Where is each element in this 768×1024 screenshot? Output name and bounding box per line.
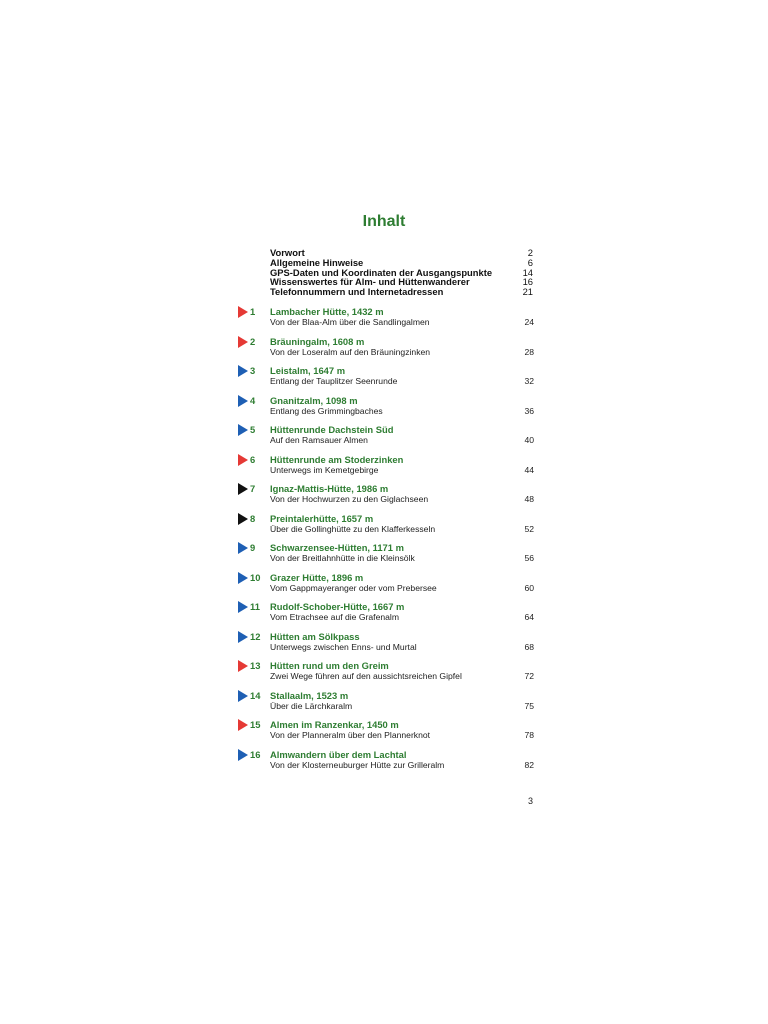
route-subtitle: Vom Etrachsee auf die Grafenalm xyxy=(270,612,399,622)
route-number: 10 xyxy=(250,571,261,583)
difficulty-flag-icon xyxy=(238,719,248,731)
route-number: 7 xyxy=(250,483,256,494)
route-number: 8 xyxy=(250,512,256,524)
route-list xyxy=(238,306,534,778)
route-page: 48 xyxy=(524,494,534,504)
route-page: 72 xyxy=(524,671,534,681)
toc-entry-label: GPS-Daten und Koordinaten der Ausgangspunkte xyxy=(270,266,493,278)
route-entry[interactable] xyxy=(238,631,534,661)
route-entry[interactable] xyxy=(238,572,534,602)
route-subtitle: Zwei Wege führen auf den aussichtsreichen Gipfel xyxy=(270,671,462,681)
route-title: Hüttenrunde Dachstein Süd xyxy=(270,424,394,435)
route-page: 56 xyxy=(524,553,534,563)
toc-entry-page: 16 xyxy=(522,276,533,288)
route-page: 36 xyxy=(524,405,534,416)
route-title: Grazer Hütte, 1896 m xyxy=(270,571,364,583)
route-page: 68 xyxy=(524,641,534,652)
route-number: 4 xyxy=(250,394,256,406)
route-title: Almwandern über dem Lachtal xyxy=(270,748,407,760)
route-number: 14 xyxy=(250,689,261,701)
toc-entry-page: 6 xyxy=(527,256,533,268)
difficulty-flag-icon xyxy=(238,424,248,436)
route-entry[interactable] xyxy=(238,690,534,720)
toc-entry-page: 14 xyxy=(522,266,533,278)
route-subtitle: Von der Planneralm über den Plannerknot xyxy=(270,730,431,740)
route-entry[interactable] xyxy=(238,336,534,366)
route-entry[interactable] xyxy=(238,542,534,572)
route-number: 5 xyxy=(250,424,256,435)
page-title: Inhalt xyxy=(362,213,406,230)
difficulty-flag-icon xyxy=(238,336,248,348)
route-number: 1 xyxy=(250,306,256,317)
route-subtitle: Über die Lärchkaralm xyxy=(270,700,353,711)
route-page: 60 xyxy=(524,582,534,593)
route-subtitle: Von der Klosterneuburger Hütte zur Grilleralm xyxy=(270,759,445,770)
route-page: 82 xyxy=(524,759,534,770)
toc-entry-label: Allgemeine Hinweise xyxy=(270,256,364,268)
toc-entry-label: Vorwort xyxy=(270,247,305,258)
route-number: 15 xyxy=(250,719,261,730)
route-entry[interactable] xyxy=(238,395,534,425)
route-title: Hüttenrunde am Stoderzinken xyxy=(270,453,404,465)
route-subtitle: Von der Hochwurzen zu den Giglachseen xyxy=(270,494,429,504)
route-title: Hütten am Sölkpass xyxy=(270,630,360,642)
difficulty-flag-icon xyxy=(238,306,248,318)
difficulty-flag-icon xyxy=(238,690,248,702)
route-number: 9 xyxy=(250,542,256,553)
route-entry[interactable] xyxy=(238,749,534,779)
route-page: 78 xyxy=(524,730,534,740)
route-subtitle: Entlang des Grimmingbaches xyxy=(270,405,383,416)
route-entry[interactable] xyxy=(238,660,534,690)
route-entry[interactable] xyxy=(238,483,534,513)
route-number: 2 xyxy=(250,335,256,347)
general-contents xyxy=(270,248,533,297)
difficulty-flag-icon xyxy=(238,601,248,613)
toc-entry-page: 21 xyxy=(522,286,533,298)
toc-entry-label: Telefonnummern und Internetadressen xyxy=(270,286,444,298)
difficulty-flag-icon xyxy=(238,749,248,761)
route-entry[interactable] xyxy=(238,454,534,484)
toc-entry-label: Wissenswertes für Alm- und Hüttenwanderer xyxy=(270,276,470,288)
route-title: Bräuningalm, 1608 m xyxy=(270,335,365,347)
route-subtitle: Unterwegs zwischen Enns- und Murtal xyxy=(270,641,417,652)
route-page: 52 xyxy=(524,523,534,534)
route-page: 64 xyxy=(524,612,534,622)
route-number: 11 xyxy=(250,601,260,612)
route-title: Almen im Ranzenkar, 1450 m xyxy=(270,719,399,730)
route-entry[interactable] xyxy=(238,601,534,631)
route-number: 16 xyxy=(250,748,261,760)
route-title: Gnanitzalm, 1098 m xyxy=(270,394,358,406)
page-number: 3 xyxy=(527,796,533,806)
route-title: Leistalm, 1647 m xyxy=(270,365,346,376)
route-page: 44 xyxy=(524,464,534,475)
route-page: 40 xyxy=(524,435,534,445)
route-entry[interactable] xyxy=(238,513,534,543)
route-title: Rudolf-Schober-Hütte, 1667 m xyxy=(270,601,405,612)
route-title: Lambacher Hütte, 1432 m xyxy=(270,306,384,317)
difficulty-flag-icon xyxy=(238,513,248,525)
toc-entry[interactable] xyxy=(270,287,533,297)
route-subtitle: Von der Breitlahnhütte in die Kleinsölk xyxy=(270,553,415,563)
route-subtitle: Von der Loseralm auf den Bräuningzinken xyxy=(270,346,431,357)
difficulty-flag-icon xyxy=(238,454,248,466)
difficulty-flag-icon xyxy=(238,660,248,672)
route-title: Preintalerhütte, 1657 m xyxy=(270,512,374,524)
route-number: 3 xyxy=(250,365,256,376)
difficulty-flag-icon xyxy=(238,542,248,554)
difficulty-flag-icon xyxy=(238,572,248,584)
route-subtitle: Von der Blaa-Alm über die Sandlingalmen xyxy=(270,317,430,327)
route-subtitle: Vom Gappmayeranger oder vom Prebersee xyxy=(270,582,437,593)
route-title: Ignaz-Mattis-Hütte, 1986 m xyxy=(270,483,389,494)
route-number: 13 xyxy=(250,660,261,671)
route-page: 28 xyxy=(524,346,534,357)
difficulty-flag-icon xyxy=(238,483,248,495)
route-subtitle: Auf den Ramsauer Almen xyxy=(270,435,368,445)
difficulty-flag-icon xyxy=(238,365,248,377)
route-number: 12 xyxy=(250,630,261,642)
route-number: 6 xyxy=(250,453,256,465)
route-entry[interactable] xyxy=(238,306,534,336)
route-entry[interactable] xyxy=(238,365,534,395)
route-title: Schwarzensee-Hütten, 1171 m xyxy=(270,542,404,553)
route-entry[interactable] xyxy=(238,719,534,749)
toc-entry-page: 2 xyxy=(527,247,533,258)
route-page: 75 xyxy=(524,700,534,711)
route-entry[interactable] xyxy=(238,424,534,454)
difficulty-flag-icon xyxy=(238,395,248,407)
route-page: 32 xyxy=(524,376,534,386)
route-subtitle: Entlang der Tauplitzer Seenrunde xyxy=(270,376,398,386)
route-title: Stallaalm, 1523 m xyxy=(270,689,349,701)
difficulty-flag-icon xyxy=(238,631,248,643)
route-title: Hütten rund um den Greim xyxy=(270,660,389,671)
route-subtitle: Über die Gollinghütte zu den Klafferkesseln xyxy=(270,523,436,534)
route-subtitle: Unterwegs im Kemetgebirge xyxy=(270,464,379,475)
route-page: 24 xyxy=(524,317,534,327)
